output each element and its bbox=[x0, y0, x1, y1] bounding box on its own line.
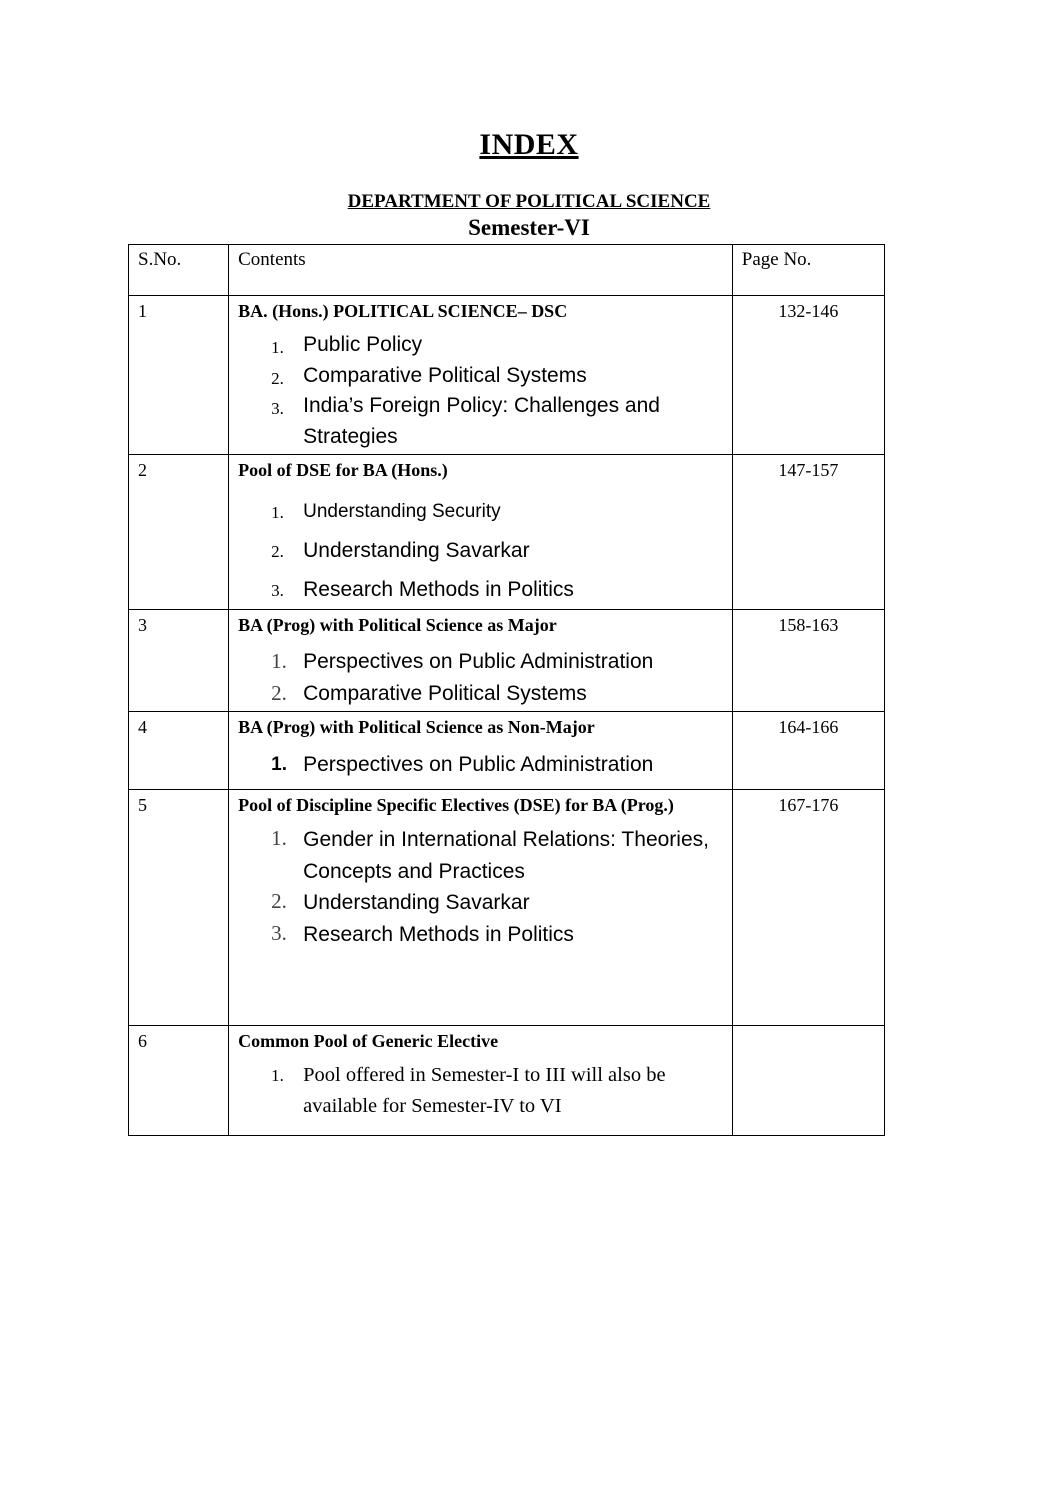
row-page-range: 167-176 bbox=[732, 790, 884, 1026]
row-page-range: 147-157 bbox=[732, 455, 884, 610]
row-sno: 5 bbox=[129, 790, 229, 1026]
list-item: 3. India’s Foreign Policy: Challenges and Strategies bbox=[271, 394, 660, 448]
section-title: Common Pool of Generic Elective bbox=[238, 1031, 499, 1051]
page-title: INDEX bbox=[479, 128, 579, 161]
header-page: Page No. bbox=[732, 245, 884, 296]
list-item: 2. Understanding Savarkar bbox=[271, 539, 530, 562]
list-item: 3. Research Methods in Politics bbox=[271, 578, 574, 601]
row-contents bbox=[229, 610, 733, 712]
section-title: Pool of Discipline Specific Electives (DSE) for BA (Prog.) bbox=[238, 795, 674, 815]
list-item: 2. Comparative Political Systems bbox=[271, 681, 587, 705]
table-row bbox=[129, 455, 885, 610]
semester-heading: Semester-VI bbox=[468, 215, 590, 240]
course-list bbox=[229, 330, 732, 452]
list-item: 1. Perspectives on Public Administration bbox=[271, 753, 654, 776]
list-item: 2. Comparative Political Systems bbox=[271, 363, 587, 388]
section-title: Pool of DSE for BA (Hons.) bbox=[238, 460, 448, 480]
row-contents bbox=[229, 790, 733, 1026]
course-list bbox=[229, 747, 732, 783]
row-contents bbox=[229, 712, 733, 790]
course-list bbox=[229, 1060, 732, 1121]
department-heading: DEPARTMENT OF POLITICAL SCIENCE bbox=[347, 191, 711, 212]
section-title: BA. (Hons.) POLITICAL SCIENCE– DSC bbox=[238, 301, 568, 321]
course-list bbox=[229, 492, 732, 609]
section-title: BA (Prog) with Political Science as Major bbox=[238, 615, 557, 635]
list-item: 3. Research Methods in Politics bbox=[271, 920, 574, 946]
row-contents bbox=[229, 296, 733, 455]
list-item: 1. Pool offered in Semester-I to III will also be available for Semester-IV to VI bbox=[271, 1064, 666, 1117]
list-item: 1. Gender in International Relations: Theories, Concepts and Practices bbox=[271, 826, 709, 883]
table-row bbox=[129, 296, 885, 455]
row-sno: 6 bbox=[129, 1026, 229, 1136]
section-title: BA (Prog) with Political Science as Non-Major bbox=[238, 717, 595, 737]
list-item: 2. Understanding Savarkar bbox=[271, 889, 530, 914]
row-page-range bbox=[732, 1026, 884, 1136]
table-row bbox=[129, 610, 885, 712]
course-list bbox=[229, 824, 732, 950]
row-sno: 2 bbox=[129, 455, 229, 610]
row-page-range: 158-163 bbox=[732, 610, 884, 712]
table-row bbox=[129, 1026, 885, 1136]
table-row bbox=[129, 790, 885, 1026]
row-sno: 1 bbox=[129, 296, 229, 455]
row-page-range: 164-166 bbox=[732, 712, 884, 790]
index-table bbox=[128, 244, 885, 1136]
row-page-range: 132-146 bbox=[732, 296, 884, 455]
row-contents bbox=[229, 455, 733, 610]
list-item: 1. Perspectives on Public Administration bbox=[271, 649, 654, 673]
list-item: 1. Public Policy bbox=[271, 333, 423, 357]
course-list bbox=[229, 646, 732, 710]
row-sno: 4 bbox=[129, 712, 229, 790]
row-sno: 3 bbox=[129, 610, 229, 712]
list-item: 1. Understanding Security bbox=[271, 501, 501, 522]
header-contents: Contents bbox=[229, 245, 733, 296]
table-row bbox=[129, 712, 885, 790]
header-sno: S.No. bbox=[129, 245, 229, 296]
row-contents bbox=[229, 1026, 733, 1136]
